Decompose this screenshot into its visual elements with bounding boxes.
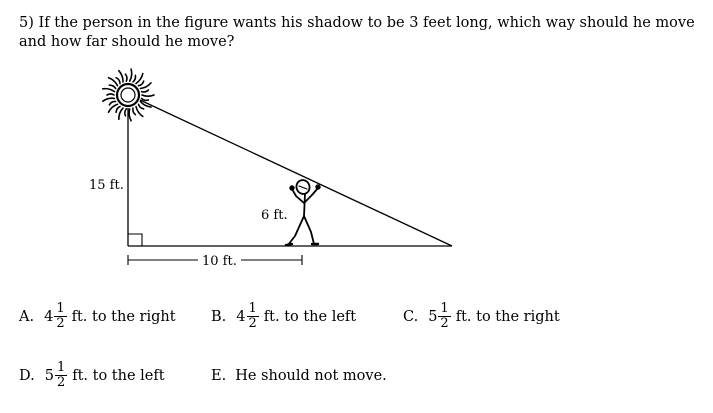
fraction-numerator: 1 xyxy=(56,301,65,316)
sun-ray xyxy=(130,69,132,81)
choice-whole: 5 xyxy=(44,367,54,384)
fraction xyxy=(247,302,259,331)
person-height-label: 6 ft. xyxy=(261,208,288,223)
choice-c[interactable] xyxy=(403,302,560,331)
pole-height-label: 15 ft. xyxy=(89,178,124,193)
choice-text: ft. to the right xyxy=(71,308,176,325)
sun-ray-line xyxy=(140,100,452,246)
fraction xyxy=(54,302,66,331)
choice-d[interactable] xyxy=(19,361,165,390)
sun-ray xyxy=(136,74,143,84)
choice-letter: C. xyxy=(403,308,419,325)
sun-ray xyxy=(116,107,120,113)
sun-ray xyxy=(142,95,154,96)
fraction-numerator: 1 xyxy=(440,301,449,316)
stick-person-icon xyxy=(286,178,320,245)
sun-ray xyxy=(103,89,115,92)
sun-ray xyxy=(129,109,131,121)
choice-text: ft. to the left xyxy=(72,367,165,384)
fraction xyxy=(55,361,67,390)
choice-a[interactable] xyxy=(19,302,176,331)
choice-text: ft. to the left xyxy=(263,308,357,325)
choice-letter: E. xyxy=(211,368,227,384)
distance-label: 10 ft. xyxy=(202,254,237,269)
sun-ray xyxy=(133,108,136,115)
choice-text: ft. to the right xyxy=(455,308,560,325)
fraction-numerator: 1 xyxy=(248,301,257,316)
question-text: 5) If the person in the figure wants his shadow to be 3 feet long, which way should he move and how far should he move? xyxy=(19,15,695,50)
fraction-numerator: 1 xyxy=(56,360,66,375)
fraction xyxy=(438,302,450,331)
fraction-denominator: 2 xyxy=(56,316,65,331)
sun-ray xyxy=(139,104,144,109)
fraction-denominator: 2 xyxy=(56,375,66,390)
choice-letter: B. xyxy=(211,308,227,325)
sun-ray xyxy=(116,78,120,84)
choice-b[interactable] xyxy=(211,302,356,331)
choice-whole: 4 xyxy=(236,308,246,325)
sun-ray xyxy=(119,108,123,119)
choice-text: He should not move. xyxy=(235,368,387,384)
sun-ray xyxy=(142,98,149,100)
choice-whole: 4 xyxy=(44,308,54,325)
fraction-denominator: 2 xyxy=(440,316,449,331)
sun-ray xyxy=(103,98,115,101)
choice-letter: D. xyxy=(19,367,35,384)
sun-ray xyxy=(109,101,115,104)
sun-ray xyxy=(125,109,126,116)
choice-e[interactable] xyxy=(211,368,387,384)
sun-ray xyxy=(107,94,114,95)
fraction-denominator: 2 xyxy=(248,316,257,331)
choice-letter: A. xyxy=(19,308,35,325)
choice-whole: 5 xyxy=(428,308,438,325)
right-angle-marker xyxy=(128,234,142,246)
sun-ray xyxy=(109,85,115,88)
sun-ray xyxy=(133,75,136,82)
sun-ray xyxy=(142,90,149,92)
sun-ray xyxy=(126,74,127,81)
